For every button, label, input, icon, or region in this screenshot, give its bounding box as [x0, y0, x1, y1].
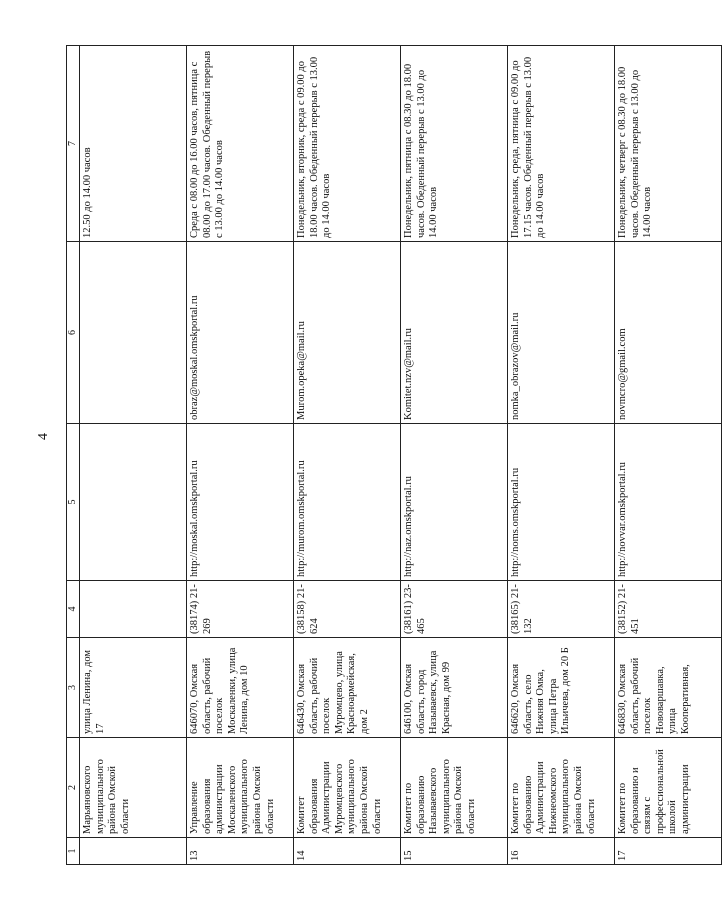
table-row: [401, 46, 508, 865]
address: 646100, Омская область, город Называевск, улица Красная, дом 99: [401, 638, 508, 738]
phone: (38158) 21-624: [294, 581, 401, 638]
column-header-4: 4: [67, 581, 80, 638]
website: http://noms.omskportal.ru: [508, 424, 615, 581]
phone: [80, 581, 187, 638]
organization-name: Марьяновского муниципального района Омской области: [80, 738, 187, 838]
email: [80, 242, 187, 424]
address: улица Ленина, дом 17: [80, 638, 187, 738]
website: http://murom.omskportal.ru: [294, 424, 401, 581]
website: http://moskal.omskportal.ru: [187, 424, 294, 581]
working-hours: Понедельник, четверг с 08.30 до 18.00 часов. Обеденный перерыв с 13.00 до 14.00 часов: [615, 46, 722, 242]
row-number: 15: [401, 838, 508, 865]
column-header-1: 1: [67, 838, 80, 865]
phone: (38152) 21-451: [615, 581, 722, 638]
page-number: 4: [36, 433, 51, 440]
address: 646620, Омская область, село Нижняя Омка, улица Петра Ильичева, дом 20 Б: [508, 638, 615, 738]
address: 646830, Омская область, рабочий поселок Нововаршавка, улица Кооперативная,: [615, 638, 722, 738]
row-number: 14: [294, 838, 401, 865]
table-row: [187, 46, 294, 865]
working-hours: Понедельник, среда, пятница с 09.00 до 17.15 часов. Обеденный перерыв с 13.00 до 14.00 часов: [508, 46, 615, 242]
row-number: [80, 838, 187, 865]
email: novmcro@gmail.com: [615, 242, 722, 424]
table-row: [294, 46, 401, 865]
organization-name: Управление образования администрации Москаленского муниципального района Омской области: [187, 738, 294, 838]
phone: (38161) 23-465: [401, 581, 508, 638]
column-header-5: 5: [67, 424, 80, 581]
working-hours: Среда с 08.00 до 16.00 часов, пятница с 08.00 до 17.00 часов. Обеденный перерыв с 13.00 до 14.00 часов: [187, 46, 294, 242]
row-number: 13: [187, 838, 294, 865]
phone: (38174) 21-269: [187, 581, 294, 638]
website: http://naz.omskportal.ru: [401, 424, 508, 581]
column-header-2: 2: [67, 738, 80, 838]
email: nomka_obrazov@mail.ru: [508, 242, 615, 424]
phone: (38165) 21-132: [508, 581, 615, 638]
working-hours: Понедельник, пятница с 08.30 до 18.00 часов. Обеденный перерыв с 13.00 до 14.00 часов: [401, 46, 508, 242]
address: 646070, Омская область, рабочий поселок Москаленки, улица Ленина, дом 10: [187, 638, 294, 738]
table-row: [508, 46, 615, 865]
email: obraz@moskal.omskportal.ru: [187, 242, 294, 424]
organizations-table: [66, 45, 722, 865]
row-number: 16: [508, 838, 615, 865]
table-header-row: [67, 46, 80, 865]
organization-name: Комитет по образованию Администрации Нижнеомского муниципального района Омской области: [508, 738, 615, 838]
table-row: [615, 46, 722, 865]
row-number: 17: [615, 838, 722, 865]
column-header-6: 6: [67, 242, 80, 424]
email: Komitet.nzv@mail.ru: [401, 242, 508, 424]
rotated-table-container: [66, 45, 691, 865]
column-header-3: 3: [67, 638, 80, 738]
website: [80, 424, 187, 581]
organization-name: Комитет по образованию и связям с профессиональной школой администрации: [615, 738, 722, 838]
table-row: [80, 46, 187, 865]
email: Murom.opeka@mail.ru: [294, 242, 401, 424]
working-hours: Понедельник, вторник, среда с 09.00 до 18.00 часов. Обеденный перерыв с 13.00 до 14.00 часов: [294, 46, 401, 242]
organization-name: Комитет образования Администрации Муромцевского муниципального района Омской области: [294, 738, 401, 838]
address: 646430, Омская область, рабочий поселок Муромцево, улица Красноармейская, дом 2: [294, 638, 401, 738]
column-header-7: 7: [67, 46, 80, 242]
working-hours: 12.50 до 14.00 часов: [80, 46, 187, 242]
website: http://novvar.omskportal.ru: [615, 424, 722, 581]
organization-name: Комитет по образованию Называевского муниципального района Омской области: [401, 738, 508, 838]
